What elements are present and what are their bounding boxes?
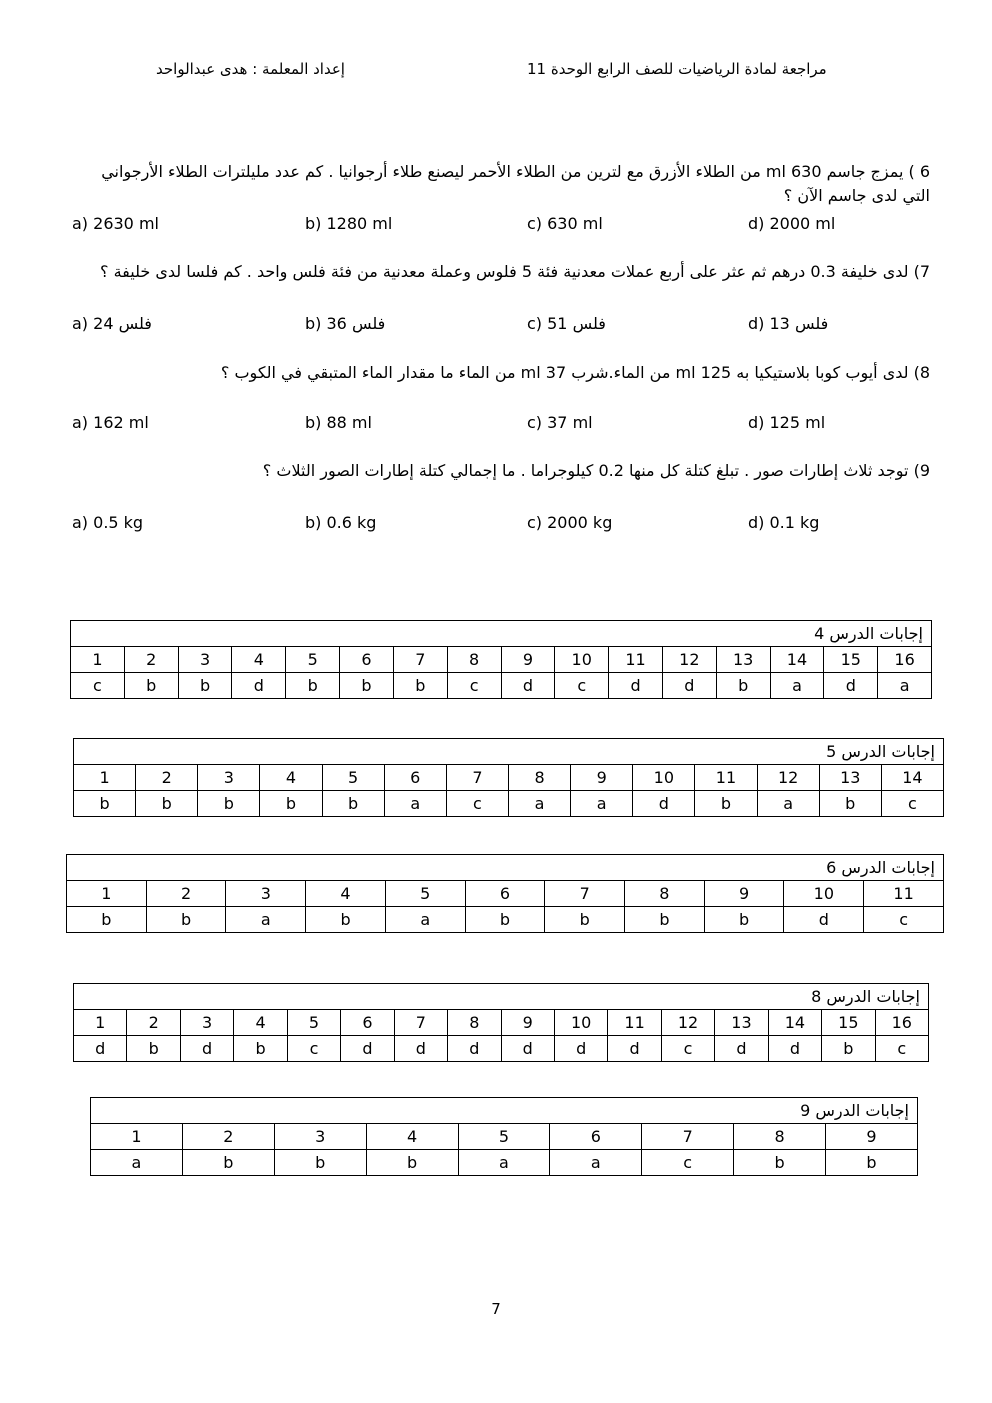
question-number-cell: 3 <box>226 881 306 907</box>
question-number-cell: 9 <box>704 881 784 907</box>
answer-cell: c <box>661 1036 714 1062</box>
answer-cell: c <box>287 1036 340 1062</box>
question-7-line1: 7) لدى خليفة 0.3 درهم ثم عثر على أربع عملات معدنية فئة 5 فلوس وعملة معدنية من فئة فلس واحد . كم فلسا لدى خليفة ؟ <box>100 262 930 281</box>
question-7 <box>70 260 930 284</box>
answer-table-title: إجابات الدرس 8 <box>74 984 929 1010</box>
answer-cell: b <box>625 907 705 933</box>
question-number-cell: 14 <box>770 647 824 673</box>
answer-cell: a <box>770 673 824 699</box>
option-d[interactable]: d) 2000 ml <box>748 214 836 233</box>
answer-cell: b <box>74 791 136 817</box>
question-number-cell: 4 <box>306 881 386 907</box>
answer-table-title: إجابات الدرس 5 <box>74 739 944 765</box>
question-number-cell: 10 <box>555 647 609 673</box>
question-number-cell: 2 <box>136 765 198 791</box>
answer-cell: b <box>67 907 147 933</box>
answer-cell: c <box>642 1150 734 1176</box>
answer-cell: d <box>768 1036 821 1062</box>
answer-cell: a <box>91 1150 183 1176</box>
question-number-cell: 13 <box>715 1010 768 1036</box>
answer-cell: d <box>394 1036 447 1062</box>
answer-cell: b <box>704 907 784 933</box>
question-number-cell: 9 <box>826 1124 918 1150</box>
answer-cell: a <box>878 673 932 699</box>
question-6-line2: التي لدى جاسم الآن ؟ <box>783 186 930 205</box>
answer-cell: b <box>136 791 198 817</box>
option-d[interactable]: d) 13 فلس <box>748 314 829 333</box>
question-number-cell: 2 <box>146 881 226 907</box>
answer-cell: d <box>554 1036 607 1062</box>
question-number-cell: 6 <box>550 1124 642 1150</box>
question-number-cell: 11 <box>864 881 944 907</box>
question-number-cell: 8 <box>447 647 501 673</box>
answer-cell: b <box>822 1036 875 1062</box>
answer-cell: c <box>881 791 943 817</box>
option-a[interactable]: a) 2630 ml <box>72 214 159 233</box>
answer-cell: b <box>393 673 447 699</box>
question-number-cell: 7 <box>393 647 447 673</box>
question-number-cell: 3 <box>178 647 232 673</box>
option-c[interactable]: c) 51 فلس <box>527 314 606 333</box>
question-number-cell: 2 <box>182 1124 274 1150</box>
question-number-cell: 9 <box>571 765 633 791</box>
answer-table-lesson-4 <box>70 620 932 699</box>
answer-cell: d <box>609 673 663 699</box>
question-number-cell: 8 <box>734 1124 826 1150</box>
answer-cell: c <box>864 907 944 933</box>
question-number-cell: 10 <box>784 881 864 907</box>
answer-cell: a <box>385 907 465 933</box>
answer-cell: b <box>545 907 625 933</box>
option-a[interactable]: a) 162 ml <box>72 413 149 432</box>
question-number-cell: 5 <box>286 647 340 673</box>
answer-table-title: إجابات الدرس 6 <box>67 855 944 881</box>
answer-cell: a <box>226 907 306 933</box>
question-number-cell: 7 <box>394 1010 447 1036</box>
question-number-cell: 13 <box>819 765 881 791</box>
answer-cell: b <box>127 1036 180 1062</box>
answer-cell: b <box>819 791 881 817</box>
question-number-cell: 7 <box>446 765 508 791</box>
question-number-cell: 3 <box>274 1124 366 1150</box>
answer-table-title: إجابات الدرس 4 <box>71 621 932 647</box>
answer-table-lesson-9 <box>90 1097 918 1176</box>
answer-cell: c <box>446 791 508 817</box>
answer-cell: b <box>234 1036 287 1062</box>
answer-cell: d <box>608 1036 661 1062</box>
answer-cell: d <box>74 1036 127 1062</box>
answer-cell: d <box>501 1036 554 1062</box>
answer-cell: b <box>826 1150 918 1176</box>
answer-cell: d <box>715 1036 768 1062</box>
answer-cell: b <box>366 1150 458 1176</box>
question-number-cell: 12 <box>662 647 716 673</box>
answer-cell: d <box>633 791 695 817</box>
answer-cell: b <box>306 907 386 933</box>
option-a[interactable]: a) 24 فلس <box>72 314 152 333</box>
answer-cell: b <box>734 1150 826 1176</box>
answer-cell: b <box>340 673 394 699</box>
question-number-cell: 6 <box>341 1010 394 1036</box>
answer-cell: b <box>274 1150 366 1176</box>
question-number-cell: 12 <box>661 1010 714 1036</box>
question-number-cell: 2 <box>127 1010 180 1036</box>
question-number-cell: 1 <box>91 1124 183 1150</box>
answer-cell: a <box>757 791 819 817</box>
option-d[interactable]: d) 0.1 kg <box>748 513 820 532</box>
question-number-cell: 15 <box>824 647 878 673</box>
question-number-cell: 5 <box>385 881 465 907</box>
answer-cell: a <box>508 791 570 817</box>
question-number-cell: 1 <box>67 881 147 907</box>
question-number-cell: 7 <box>642 1124 734 1150</box>
question-number-cell: 8 <box>448 1010 501 1036</box>
question-number-cell: 4 <box>232 647 286 673</box>
question-number-cell: 11 <box>609 647 663 673</box>
answer-cell: d <box>341 1036 394 1062</box>
answer-cell: c <box>875 1036 928 1062</box>
answer-cell: a <box>458 1150 550 1176</box>
answer-cell: b <box>198 791 260 817</box>
question-number-cell: 4 <box>366 1124 458 1150</box>
answer-cell: d <box>180 1036 233 1062</box>
question-number-cell: 5 <box>458 1124 550 1150</box>
question-number-cell: 13 <box>716 647 770 673</box>
answer-cell: b <box>260 791 322 817</box>
answer-cell: d <box>824 673 878 699</box>
answer-cell: d <box>784 907 864 933</box>
question-6-line1: 6 ) يمزج جاسم 630 ml من الطلاء الأزرق مع لترين من الطلاء الأحمر ليصنع طلاء أرجوانيا . كم عدد مليلترات الطلاء الأرجواني <box>101 162 930 181</box>
answer-cell: d <box>501 673 555 699</box>
answer-cell: b <box>716 673 770 699</box>
answer-cell: b <box>695 791 757 817</box>
question-number-cell: 1 <box>74 765 136 791</box>
answer-cell: b <box>465 907 545 933</box>
question-number-cell: 5 <box>322 765 384 791</box>
question-number-cell: 6 <box>465 881 545 907</box>
question-number-cell: 9 <box>501 647 555 673</box>
teacher-name: إعداد المعلمة : هدى عبدالواحد <box>156 60 345 78</box>
option-c[interactable]: c) 37 ml <box>527 413 593 432</box>
answer-table-lesson-5 <box>73 738 944 817</box>
answer-cell: b <box>146 907 226 933</box>
question-9 <box>70 459 930 483</box>
question-number-cell: 5 <box>287 1010 340 1036</box>
answer-cell: c <box>447 673 501 699</box>
answer-cell: b <box>322 791 384 817</box>
question-number-cell: 1 <box>71 647 125 673</box>
option-b[interactable]: b) 36 فلس <box>305 314 386 333</box>
question-number-cell: 3 <box>198 765 260 791</box>
question-number-cell: 11 <box>608 1010 661 1036</box>
question-8-line1: 8) لدى أيوب كوبا بلاستيكيا به 125 ml من الماء.شرب 37 ml من الماء ما مقدار الماء المتبقي في الكوب ؟ <box>220 363 930 382</box>
question-number-cell: 4 <box>260 765 322 791</box>
answer-table-title: إجابات الدرس 9 <box>91 1098 918 1124</box>
question-number-cell: 1 <box>74 1010 127 1036</box>
answer-cell: d <box>232 673 286 699</box>
question-number-cell: 16 <box>878 647 932 673</box>
answer-cell: b <box>286 673 340 699</box>
page-number: 7 <box>491 1300 501 1318</box>
option-b[interactable]: b) 0.6 kg <box>305 513 377 532</box>
answer-cell: b <box>178 673 232 699</box>
question-number-cell: 6 <box>384 765 446 791</box>
answer-cell: d <box>662 673 716 699</box>
question-number-cell: 9 <box>501 1010 554 1036</box>
option-c[interactable]: c) 630 ml <box>527 214 603 233</box>
question-number-cell: 4 <box>234 1010 287 1036</box>
question-number-cell: 12 <box>757 765 819 791</box>
answer-cell: a <box>384 791 446 817</box>
question-number-cell: 16 <box>875 1010 928 1036</box>
question-number-cell: 6 <box>340 647 394 673</box>
question-number-cell: 14 <box>881 765 943 791</box>
answer-cell: a <box>550 1150 642 1176</box>
answer-cell: c <box>555 673 609 699</box>
question-number-cell: 8 <box>508 765 570 791</box>
question-8 <box>70 361 930 385</box>
option-b[interactable]: b) 1280 ml <box>305 214 393 233</box>
question-number-cell: 7 <box>545 881 625 907</box>
question-number-cell: 8 <box>625 881 705 907</box>
question-number-cell: 2 <box>124 647 178 673</box>
answer-table-lesson-8 <box>73 983 929 1062</box>
question-number-cell: 15 <box>822 1010 875 1036</box>
option-a[interactable]: a) 0.5 kg <box>72 513 144 532</box>
answer-table-lesson-6 <box>66 854 944 933</box>
option-c[interactable]: c) 2000 kg <box>527 513 613 532</box>
question-number-cell: 14 <box>768 1010 821 1036</box>
question-number-cell: 3 <box>180 1010 233 1036</box>
worksheet-title: مراجعة لمادة الرياضيات للصف الرابع الوحدة 11 <box>527 60 827 78</box>
answer-cell: a <box>571 791 633 817</box>
question-number-cell: 10 <box>633 765 695 791</box>
option-b[interactable]: b) 88 ml <box>305 413 372 432</box>
question-9-line1: 9) توجد ثلاث إطارات صور . تبلغ كتلة كل منها 0.2 كيلوجراما . ما إجمالي كتلة إطارات الصور الثلاث ؟ <box>262 461 930 480</box>
question-number-cell: 11 <box>695 765 757 791</box>
question-number-cell: 10 <box>554 1010 607 1036</box>
question-6 <box>70 160 930 208</box>
option-d[interactable]: d) 125 ml <box>748 413 826 432</box>
answer-cell: c <box>71 673 125 699</box>
answer-cell: b <box>124 673 178 699</box>
answer-cell: b <box>182 1150 274 1176</box>
answer-cell: d <box>448 1036 501 1062</box>
